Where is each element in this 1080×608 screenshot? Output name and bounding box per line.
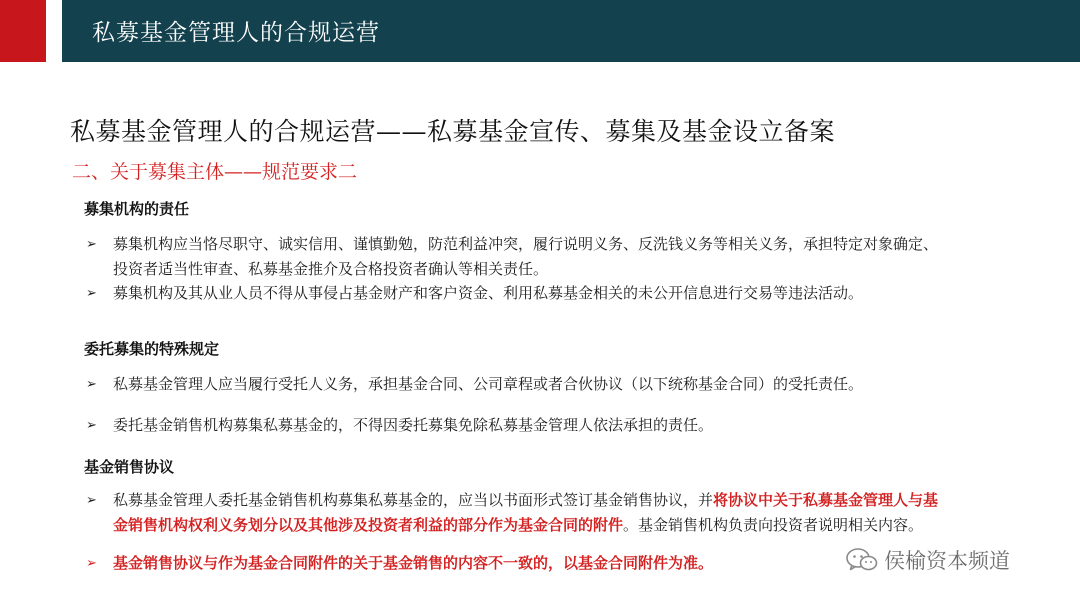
bullet-arrow-icon: ➢	[86, 556, 97, 571]
section-heading-responsibility: 募集机构的责任	[84, 200, 190, 218]
bullet-item	[84, 488, 944, 538]
bullet-text: 募集机构应当恪尽职守、诚实信用、谨慎勤勉，防范利益冲突，履行说明义务、反洗钱义务等相关义务，承担特定对象确定、投资者适当性审查、私募基金推介及合格投资者确认等相关责任。	[113, 235, 939, 278]
header-title: 私募基金管理人的合规运营	[92, 20, 380, 46]
bullet-text: 私募基金管理人应当履行受托人义务，承担基金合同、公司章程或者合伙协议（以下统称基金合同）的受托责任。	[113, 375, 864, 393]
watermark-text: 侯榆资本频道	[884, 549, 1010, 573]
bullet-item-highlight	[84, 551, 944, 576]
bullet-item	[84, 281, 944, 306]
bullet-arrow-icon: ➢	[86, 377, 97, 392]
bullet-arrow-icon: ➢	[86, 418, 97, 433]
bullet-text-normal: 。基金销售机构负责向投资者说明相关内容。	[623, 516, 924, 534]
header-accent	[0, 0, 46, 62]
bullet-text-normal: 私募基金管理人委托基金销售机构募集私募基金的，应当以书面形式签订基金销售协议，并	[113, 491, 714, 509]
section-heading-delegation: 委托募集的特殊规定	[84, 340, 220, 358]
bullet-text: 基金销售协议与作为基金合同附件的关于基金销售的内容不一致的，以基金合同附件为准。	[113, 554, 714, 572]
bullet-arrow-icon: ➢	[86, 493, 97, 508]
bullet-text: 募集机构及其从业人员不得从事侵占基金财产和客户资金、利用私募基金相关的未公开信息进行交易等违法活动。	[113, 284, 864, 302]
watermark	[846, 545, 1010, 575]
bullet-text: 委托基金销售机构募集私募基金的，不得因委托募集免除私募基金管理人依法承担的责任。	[113, 416, 714, 434]
bullet-arrow-icon: ➢	[86, 286, 97, 301]
bullet-arrow-icon: ➢	[86, 237, 97, 252]
wechat-icon	[846, 547, 878, 573]
bullet-item	[84, 232, 944, 282]
slide-title: 私募基金管理人的合规运营——私募基金宣传、募集及基金设立备案	[70, 117, 836, 146]
section-heading-sales-agreement: 基金销售协议	[84, 458, 175, 476]
bullet-text-highlight: 将协议中关于私募基金管理人与基金销售机构权利义务划分以及其他涉及投资者利益的部分作为基金合同的附件	[113, 491, 939, 534]
bullet-item	[84, 413, 944, 438]
bullet-text	[113, 488, 944, 538]
bullet-item	[84, 372, 944, 397]
slide-subtitle: 二、关于募集主体——规范要求二	[72, 161, 358, 183]
